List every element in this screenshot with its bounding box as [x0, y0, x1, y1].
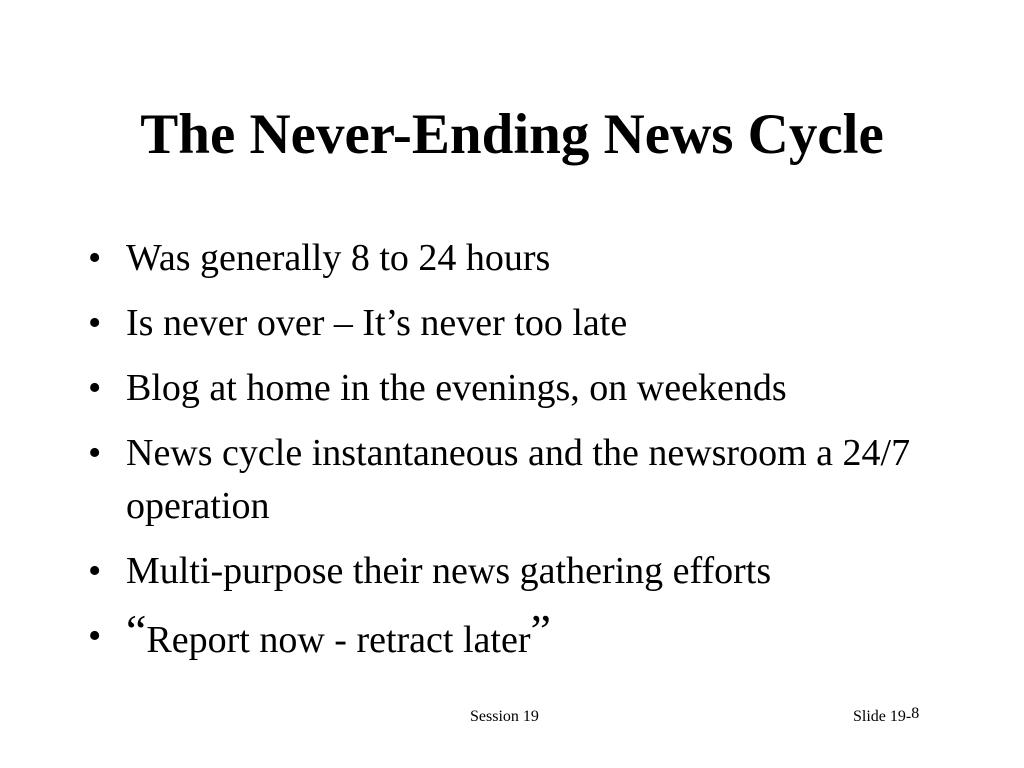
bullet-item	[88, 605, 968, 667]
footer-slide-number	[853, 705, 920, 726]
bullet-text: News cycle instantaneous and the newsroom a 24/7 operation	[126, 432, 911, 527]
open-quote: “	[126, 605, 147, 656]
bullet-item	[88, 362, 968, 415]
bullet-dot-icon: •	[88, 302, 102, 344]
bullet-item	[88, 232, 968, 285]
bullet-dot-icon: •	[88, 550, 102, 592]
bullet-dot-icon: •	[88, 432, 102, 474]
slide-label: Slide 19-	[853, 708, 912, 725]
bullet-dot-icon: •	[88, 237, 102, 279]
footer-session: Session 19	[470, 708, 539, 725]
slide-num: 8	[911, 705, 920, 722]
bullet-text: Blog at home in the evenings, on weekends	[126, 367, 787, 409]
bullet-dot-icon: •	[88, 367, 102, 409]
bullet-text: Is never over – It’s never too late	[126, 302, 628, 344]
bullet-list	[88, 232, 968, 679]
bullet-text: Report now - retract later	[146, 619, 531, 661]
bullet-dot-icon: •	[88, 615, 102, 657]
bullet-text: Was generally 8 to 24 hours	[126, 237, 551, 279]
bullet-item	[88, 545, 968, 598]
bullet-text: Multi-purpose their news gathering efforts	[126, 550, 772, 592]
bullet-item	[88, 297, 968, 350]
slide-title: The Never-Ending News Cycle	[140, 103, 884, 166]
close-quote: ”	[530, 605, 551, 656]
bullet-item	[88, 427, 968, 533]
